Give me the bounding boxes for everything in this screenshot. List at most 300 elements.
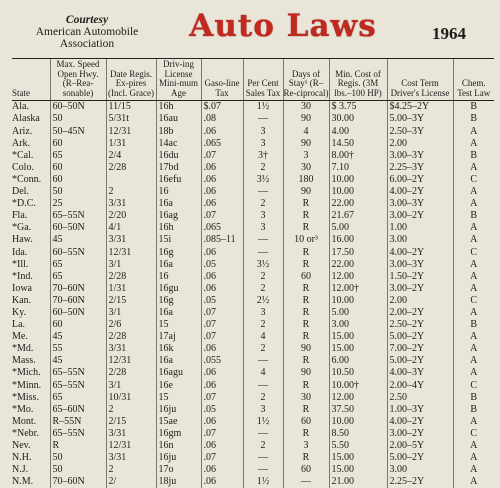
table-cell: 16a: [156, 307, 201, 319]
state-cell: N.J.: [12, 464, 29, 476]
table-cell: 3: [243, 138, 283, 150]
table-cell: 70–60N: [50, 295, 106, 307]
table-cell: 60: [50, 162, 106, 174]
column-header: Cost Term Driver's License: [387, 59, 453, 101]
table-cell: 2/15: [106, 295, 156, 307]
table-cell: 12/31: [106, 440, 156, 452]
table-cell: 5.00–2Y: [387, 452, 453, 464]
state-cell: N.M.: [12, 476, 34, 488]
table-cell: 2.50: [387, 392, 453, 404]
table-cell: .07: [201, 307, 243, 319]
auto-laws-table: [12, 59, 494, 488]
table-cell: 4: [243, 367, 283, 379]
table-cell: 16gm: [156, 428, 201, 440]
state-cell: *Nebr.: [12, 427, 39, 439]
table-cell: .06: [201, 343, 243, 355]
table-cell: 65: [50, 392, 106, 404]
state-cell: Kan.: [12, 294, 32, 306]
state-cell: *Ind.: [12, 270, 33, 282]
table-row: [12, 113, 494, 125]
table-row: [12, 416, 494, 428]
table-cell: 4: [243, 331, 283, 343]
table-cell: 16agu: [156, 367, 201, 379]
state-cell: Alaska: [12, 113, 40, 125]
state-cell: *Ill.: [12, 258, 29, 270]
table-cell: A: [453, 222, 494, 234]
table-cell: 65: [50, 271, 106, 283]
table-cell: .06: [201, 440, 243, 452]
table-cell: 15: [156, 319, 201, 331]
table-cell: 65–55N: [50, 380, 106, 392]
table-row: [12, 392, 494, 404]
table-cell: —: [243, 452, 283, 464]
table-cell: R: [50, 440, 106, 452]
table-cell: 30: [283, 162, 329, 174]
table-cell: 3.00–2Y: [387, 210, 453, 222]
table-cell: 15.00: [329, 452, 387, 464]
state-cell: Mont.: [12, 415, 37, 427]
table-cell: 16du: [156, 150, 201, 162]
table-cell: R: [283, 331, 329, 343]
table-cell: R: [283, 198, 329, 210]
table-cell: 12.00: [329, 271, 387, 283]
table-row: [12, 319, 494, 331]
table-cell: 50: [50, 464, 106, 476]
table-cell: 5.50: [329, 440, 387, 452]
table-cell: .055: [201, 355, 243, 367]
table-cell: 2/28: [106, 367, 156, 379]
state-cell: N.H.: [12, 452, 32, 464]
table-cell: A: [453, 464, 494, 476]
table-cell: .06: [201, 126, 243, 138]
table-cell: 3: [243, 404, 283, 416]
table-cell: 4.00–3Y: [387, 367, 453, 379]
table-cell: A: [453, 259, 494, 271]
table-cell: B: [453, 113, 494, 125]
table-cell: 65–55N: [50, 428, 106, 440]
table-cell: 1½: [243, 416, 283, 428]
table-row: [12, 126, 494, 138]
table-cell: 65–55N: [50, 367, 106, 379]
table-cell: R: [283, 355, 329, 367]
table-cell: 6.00–2Y: [387, 174, 453, 186]
table-cell: 180: [283, 174, 329, 186]
table-cell: 3½: [243, 259, 283, 271]
table-cell: 16e: [156, 380, 201, 392]
table-cell: 5.00: [329, 222, 387, 234]
state-cell: La.: [12, 319, 26, 331]
table-cell: 3.00–2Y: [387, 283, 453, 295]
table-cell: .07: [201, 210, 243, 222]
table-cell: $.07: [201, 101, 243, 114]
table-cell: —: [243, 186, 283, 198]
table-cell: R: [283, 428, 329, 440]
table-cell: 8.00†: [329, 150, 387, 162]
table-cell: 50: [50, 452, 106, 464]
table-cell: A: [453, 162, 494, 174]
table-row: [12, 247, 494, 259]
table-cell: 1/31: [106, 138, 156, 150]
table-cell: 10 or³: [283, 234, 329, 246]
table-row: [12, 174, 494, 186]
table-cell: R: [283, 307, 329, 319]
table-cell: 15ae: [156, 416, 201, 428]
table-cell: 60: [283, 464, 329, 476]
table-cell: R: [283, 319, 329, 331]
table-cell: 12.00†: [329, 283, 387, 295]
page-header: [12, 6, 494, 59]
table-cell: 2: [243, 162, 283, 174]
table-cell: 16h: [156, 222, 201, 234]
table-cell: 10.00: [329, 295, 387, 307]
table-cell: .06: [201, 162, 243, 174]
table-cell: 90: [283, 113, 329, 125]
table-cell: A: [453, 343, 494, 355]
table-cell: 4: [283, 126, 329, 138]
table-cell: A: [453, 138, 494, 150]
state-cell: Del.: [12, 186, 29, 198]
credit-line-3: Association: [59, 38, 115, 50]
credit-line-1: Courtesy: [65, 14, 109, 26]
table-cell: 3½: [243, 174, 283, 186]
table-row: [12, 138, 494, 150]
table-row: [12, 452, 494, 464]
page-title: Auto Laws: [189, 8, 377, 44]
state-cell: *Ga.: [12, 222, 32, 234]
table-cell: A: [453, 307, 494, 319]
state-cell: Colo.: [12, 161, 34, 173]
table-cell: 3.00–3Y: [387, 150, 453, 162]
table-cell: A: [453, 355, 494, 367]
table-cell: 12.00: [329, 392, 387, 404]
table-cell: A: [453, 126, 494, 138]
table-cell: 3†: [243, 150, 283, 162]
table-cell: R: [283, 380, 329, 392]
table-cell: 16k: [156, 343, 201, 355]
state-cell: Haw.: [12, 234, 33, 246]
state-cell: Iowa: [12, 282, 32, 294]
table-cell: 5.00–2Y: [387, 331, 453, 343]
table-cell: .06: [201, 283, 243, 295]
state-cell: Mass.: [12, 355, 36, 367]
table-cell: 2: [243, 198, 283, 210]
table-cell: B: [453, 404, 494, 416]
table-cell: 16n: [156, 440, 201, 452]
table-cell: 16ju: [156, 404, 201, 416]
table-cell: .06: [201, 174, 243, 186]
table-cell: 15.00: [329, 464, 387, 476]
table-cell: 2.50–3Y: [387, 126, 453, 138]
table-cell: 15.00: [329, 343, 387, 355]
table-cell: R: [283, 222, 329, 234]
table-cell: 16a: [156, 259, 201, 271]
table-row: [12, 367, 494, 379]
table-cell: 16g: [156, 295, 201, 307]
table-cell: .07: [201, 392, 243, 404]
table-row: [12, 440, 494, 452]
state-cell: Ariz.: [12, 125, 33, 137]
table-cell: 3.00–3Y: [387, 198, 453, 210]
table-cell: R: [283, 259, 329, 271]
table-cell: A: [453, 331, 494, 343]
table-cell: 18ju: [156, 476, 201, 488]
table-cell: R: [283, 210, 329, 222]
table-cell: 16au: [156, 113, 201, 125]
table-cell: 3.00: [387, 464, 453, 476]
table-cell: 10.00: [329, 416, 387, 428]
table-cell: 60: [283, 416, 329, 428]
table-cell: .07: [201, 150, 243, 162]
table-cell: 60–50N: [50, 307, 106, 319]
table-cell: 30.00: [329, 113, 387, 125]
state-cell: *Conn.: [12, 173, 42, 185]
table-cell: 2/28: [106, 162, 156, 174]
table-cell: 3/31: [106, 428, 156, 440]
table-cell: 16: [156, 186, 201, 198]
table-cell: 22.00: [329, 198, 387, 210]
table-cell: 2½: [243, 295, 283, 307]
table-cell: C: [453, 295, 494, 307]
table-cell: 3/1: [106, 380, 156, 392]
table-cell: 17.50: [329, 247, 387, 259]
table-row: [12, 343, 494, 355]
table-cell: 16a: [156, 355, 201, 367]
table-cell: 90: [283, 343, 329, 355]
table-cell: 15i: [156, 234, 201, 246]
table-row: [12, 404, 494, 416]
table-cell: 60–55N: [50, 247, 106, 259]
table-cell: .06: [201, 271, 243, 283]
table-cell: .06: [201, 247, 243, 259]
table-cell: .07: [201, 319, 243, 331]
table-cell: 10.00: [329, 174, 387, 186]
table-cell: 2.25–3Y: [387, 162, 453, 174]
column-header: Days of Stay¹ (R–Re-ciprocal): [283, 59, 329, 101]
table-cell: 15.00: [329, 331, 387, 343]
table-cell: R–55N: [50, 416, 106, 428]
table-cell: 3/31: [106, 343, 156, 355]
table-cell: .06: [201, 198, 243, 210]
table-cell: A: [453, 283, 494, 295]
table-cell: .065: [201, 138, 243, 150]
table-cell: 2/28: [106, 331, 156, 343]
table-cell: R: [283, 283, 329, 295]
table-cell: 15: [156, 392, 201, 404]
column-header: Min. Cost of Regis. (3M lbs.–100 HP): [329, 59, 387, 101]
table-cell: 37.50: [329, 404, 387, 416]
table-cell: 2: [243, 319, 283, 331]
table-cell: B: [453, 319, 494, 331]
table-cell: .06: [201, 367, 243, 379]
table-cell: —: [243, 234, 283, 246]
table-cell: —: [283, 476, 329, 488]
table-cell: —: [243, 464, 283, 476]
year-label: 1964: [432, 24, 466, 43]
table-cell: 25: [50, 198, 106, 210]
table-cell: 10.50: [329, 367, 387, 379]
table-cell: .06: [201, 186, 243, 198]
table-cell: 4/1: [106, 222, 156, 234]
credit-line-2: American Automobile: [35, 26, 139, 38]
table-cell: 14.50: [329, 138, 387, 150]
table-cell: —: [243, 380, 283, 392]
table-cell: 3: [243, 126, 283, 138]
table-cell: A: [453, 452, 494, 464]
table-cell: 11/15: [106, 101, 156, 114]
table-cell: 3/31: [106, 198, 156, 210]
table-cell: 4.00: [329, 126, 387, 138]
table-row: [12, 464, 494, 476]
table-cell: —: [243, 247, 283, 259]
table-cell: 3: [243, 210, 283, 222]
column-header: Max. Speed Open Hwy. (R–Rea-sonable): [50, 59, 106, 101]
table-cell: 2: [243, 440, 283, 452]
table-row: [12, 331, 494, 343]
table-cell: 65–60N: [50, 404, 106, 416]
table-cell: 60–50N: [50, 101, 106, 114]
table-cell: 1.00–3Y: [387, 404, 453, 416]
table-cell: —: [243, 113, 283, 125]
table-cell: 3/1: [106, 259, 156, 271]
table-cell: 2: [243, 392, 283, 404]
courtesy-credit: [12, 6, 162, 50]
table-cell: C: [453, 428, 494, 440]
table-cell: $4.25–2Y: [387, 101, 453, 114]
table-cell: 65: [50, 150, 106, 162]
table-row: [12, 283, 494, 295]
table-cell: .06: [201, 380, 243, 392]
state-cell: Ark.: [12, 137, 31, 149]
table-cell: A: [453, 440, 494, 452]
state-cell: Ky.: [12, 306, 27, 318]
table-cell: .07: [201, 428, 243, 440]
table-cell: B: [453, 210, 494, 222]
table-row: [12, 198, 494, 210]
table-cell: 60–50N: [50, 222, 106, 234]
table-cell: 16gu: [156, 283, 201, 295]
state-cell: *D.C.: [12, 198, 36, 210]
table-cell: 22.00: [329, 259, 387, 271]
table-cell: 30: [283, 101, 329, 114]
table-cell: A: [453, 198, 494, 210]
table-cell: 2/15: [106, 416, 156, 428]
table-cell: 30: [283, 392, 329, 404]
table-cell: 2: [106, 464, 156, 476]
state-cell: Ida.: [12, 246, 28, 258]
table-cell: 12/31: [106, 126, 156, 138]
table-cell: 16efu: [156, 174, 201, 186]
table-cell: 2.00: [387, 138, 453, 150]
table-cell: C: [453, 247, 494, 259]
state-cell: *Mich.: [12, 367, 41, 379]
table-cell: 45: [50, 331, 106, 343]
table-cell: 1½: [243, 476, 283, 488]
table-cell: 45: [50, 234, 106, 246]
state-cell: Nev.: [12, 440, 31, 451]
table-cell: 2.00–5Y: [387, 440, 453, 452]
table-cell: 2/: [106, 476, 156, 488]
table-cell: 5/31t: [106, 113, 156, 125]
table-cell: 16ju: [156, 452, 201, 464]
table-cell: 70–60N: [50, 283, 106, 295]
table-cell: .06: [201, 464, 243, 476]
table-cell: 1.50–2Y: [387, 271, 453, 283]
table-cell: 65–55N: [50, 210, 106, 222]
table-cell: R: [283, 404, 329, 416]
table-cell: 16g: [156, 247, 201, 259]
table-cell: A: [453, 367, 494, 379]
table-cell: 6.00: [329, 355, 387, 367]
table-cell: 14ac: [156, 138, 201, 150]
state-cell: Fla.: [12, 210, 28, 222]
table-cell: 2.00–4Y: [387, 380, 453, 392]
table-cell: .06: [201, 416, 243, 428]
table-row: [12, 186, 494, 198]
table-row: [12, 101, 494, 114]
state-cell: *Minn.: [12, 379, 42, 391]
table-cell: 3.00: [387, 234, 453, 246]
table-cell: B: [453, 150, 494, 162]
table-row: [12, 295, 494, 307]
table-cell: .05: [201, 259, 243, 271]
table-cell: 90: [283, 367, 329, 379]
table-cell: 4.00–2Y: [387, 247, 453, 259]
table-cell: 2/20: [106, 210, 156, 222]
table-cell: 50: [50, 113, 106, 125]
table-row: [12, 259, 494, 271]
table-cell: B: [453, 101, 494, 114]
table-cell: 5.00–3Y: [387, 113, 453, 125]
table-row: [12, 271, 494, 283]
table-cell: 3.00–2Y: [387, 428, 453, 440]
table-cell: 2/4: [106, 150, 156, 162]
table-cell: 5.00–2Y: [387, 355, 453, 367]
table-cell: 3/31: [106, 234, 156, 246]
column-header: Chem. Test Law: [453, 59, 494, 101]
table-cell: 3: [243, 222, 283, 234]
table-cell: A: [453, 271, 494, 283]
table-cell: 4.00–2Y: [387, 416, 453, 428]
state-cell: *Mo.: [12, 403, 34, 415]
table-cell: R: [283, 452, 329, 464]
table-cell: 1.00: [387, 222, 453, 234]
table-row: [12, 222, 494, 234]
table-row: [12, 162, 494, 174]
table-row: [12, 307, 494, 319]
state-cell: *Md.: [12, 343, 34, 355]
table-cell: 90: [283, 186, 329, 198]
table-cell: 16.00: [329, 234, 387, 246]
table-cell: 2.25–2Y: [387, 476, 453, 488]
table-cell: 17o: [156, 464, 201, 476]
table-cell: B: [453, 392, 494, 404]
table-cell: 45: [50, 355, 106, 367]
table-cell: 3: [243, 307, 283, 319]
table-cell: $ 3.75: [329, 101, 387, 114]
table-cell: .07: [201, 331, 243, 343]
table-cell: .085–11: [201, 234, 243, 246]
table-cell: A: [453, 234, 494, 246]
table-cell: R: [283, 247, 329, 259]
column-header: Gaso-line Tax: [201, 59, 243, 101]
table-cell: 18b: [156, 126, 201, 138]
table-cell: 50–45N: [50, 126, 106, 138]
table-cell: 65: [50, 259, 106, 271]
column-header: State: [12, 59, 50, 101]
table-cell: 60: [283, 271, 329, 283]
table-row: [12, 476, 494, 488]
table-cell: 2.00–2Y: [387, 307, 453, 319]
